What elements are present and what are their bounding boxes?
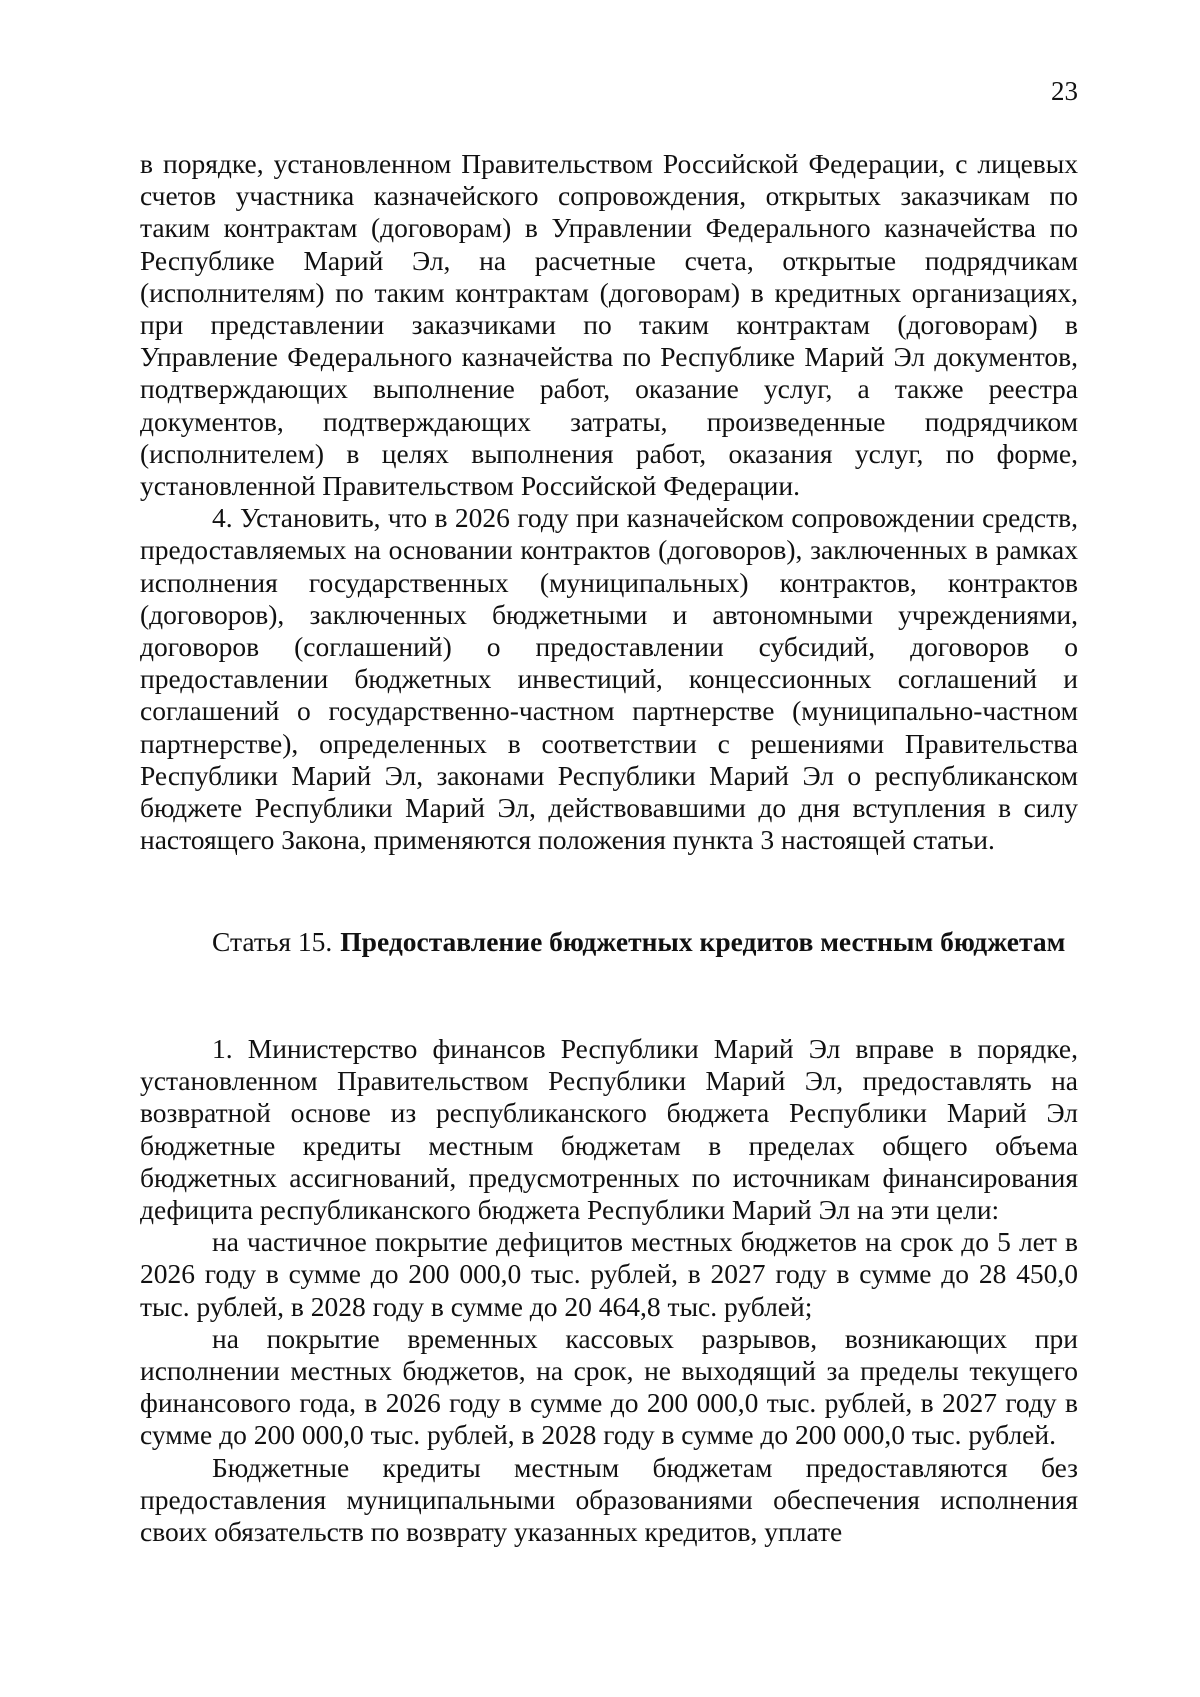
paragraph: на частичное покрытие дефицитов местных бюджетов на срок до 5 лет в 2026 году в сумме до 200 000,0 тыс. рублей, в 2027 году в сумме до 28 450,0 тыс. рублей, в 2028 году в сумме до 20 464,8 тыс. рублей;	[140, 1226, 1078, 1322]
paragraph: 4. Установить, что в 2026 году при казначейском сопровождении средств, предоставляемых на основании контрактов (договоров), заключенных в рамках исполнения государственных (муниципальных) контрактов, контрактов (договоров), заключенных бюджетными и автономными учреждениями, договоров (соглашений) о предоставлении субсидий, договоров о предоставлении бюджетных инвестиций, концессионных соглашений и соглашений о государственно-частном партнерстве (муниципально-частном партнерстве), определенных в соответствии с решениями Правительства Республики Марий Эл, законами Республики Марий Эл о республиканском бюджете Республики Марий Эл, действовавшими до дня вступления в силу настоящего Закона, применяются положения пункта 3 настоящей статьи.	[140, 502, 1078, 856]
article-heading	[212, 926, 1078, 958]
text-block-continuation	[140, 148, 1078, 856]
page-number: 23	[1051, 76, 1078, 106]
paragraph: в порядке, установленном Правительством Российской Федерации, с лицевых счетов участника казначейского сопровождения, открытых заказчикам по таким контрактам (договорам) в Управлении Федерального казначейства по Республике Марий Эл, на расчетные счета, открытые подрядчикам (исполнителям) по таким контрактам (договорам) в кредитных организациях, при представлении заказчиками по таким контрактам (договорам) в Управление Федерального казначейства по Республике Марий Эл документов, подтверждающих выполнение работ, оказание услуг, а также реестра документов, подтверждающих затраты, произведенные подрядчиком (исполнителем) в целях выполнения работ, оказания услуг, по форме, установленной Правительством Российской Федерации.	[140, 148, 1078, 502]
article-number: Статья 15.	[212, 926, 333, 957]
paragraph: на покрытие временных кассовых разрывов, возникающих при исполнении местных бюджетов, на срок, не выходящий за пределы текущего финансового года, в 2026 году в сумме до 200 000,0 тыс. рублей, в 2027 году в сумме до 200 000,0 тыс. рублей, в 2028 году в сумме до 200 000,0 тыс. рублей.	[140, 1322, 1078, 1451]
paragraph: 1. Министерство финансов Республики Марий Эл вправе в порядке, установленном Правительством Республики Марий Эл, предоставлять на возвратной основе из республиканского бюджета Республики Марий Эл бюджетные кредиты местным бюджетам в пределах общего объема бюджетных ассигнований, предусмотренных по источникам финансирования дефицита республиканского бюджета Республики Марий Эл на эти цели:	[140, 1033, 1078, 1226]
text-block-article-body	[140, 1033, 1078, 1548]
article-title: Предоставление бюджетных кредитов местным бюджетам	[340, 926, 1066, 957]
paragraph: Бюджетные кредиты местным бюджетам предоставляются без предоставления муниципальными образованиями обеспечения исполнения своих обязательств по возврату указанных кредитов, уплате	[140, 1451, 1078, 1548]
